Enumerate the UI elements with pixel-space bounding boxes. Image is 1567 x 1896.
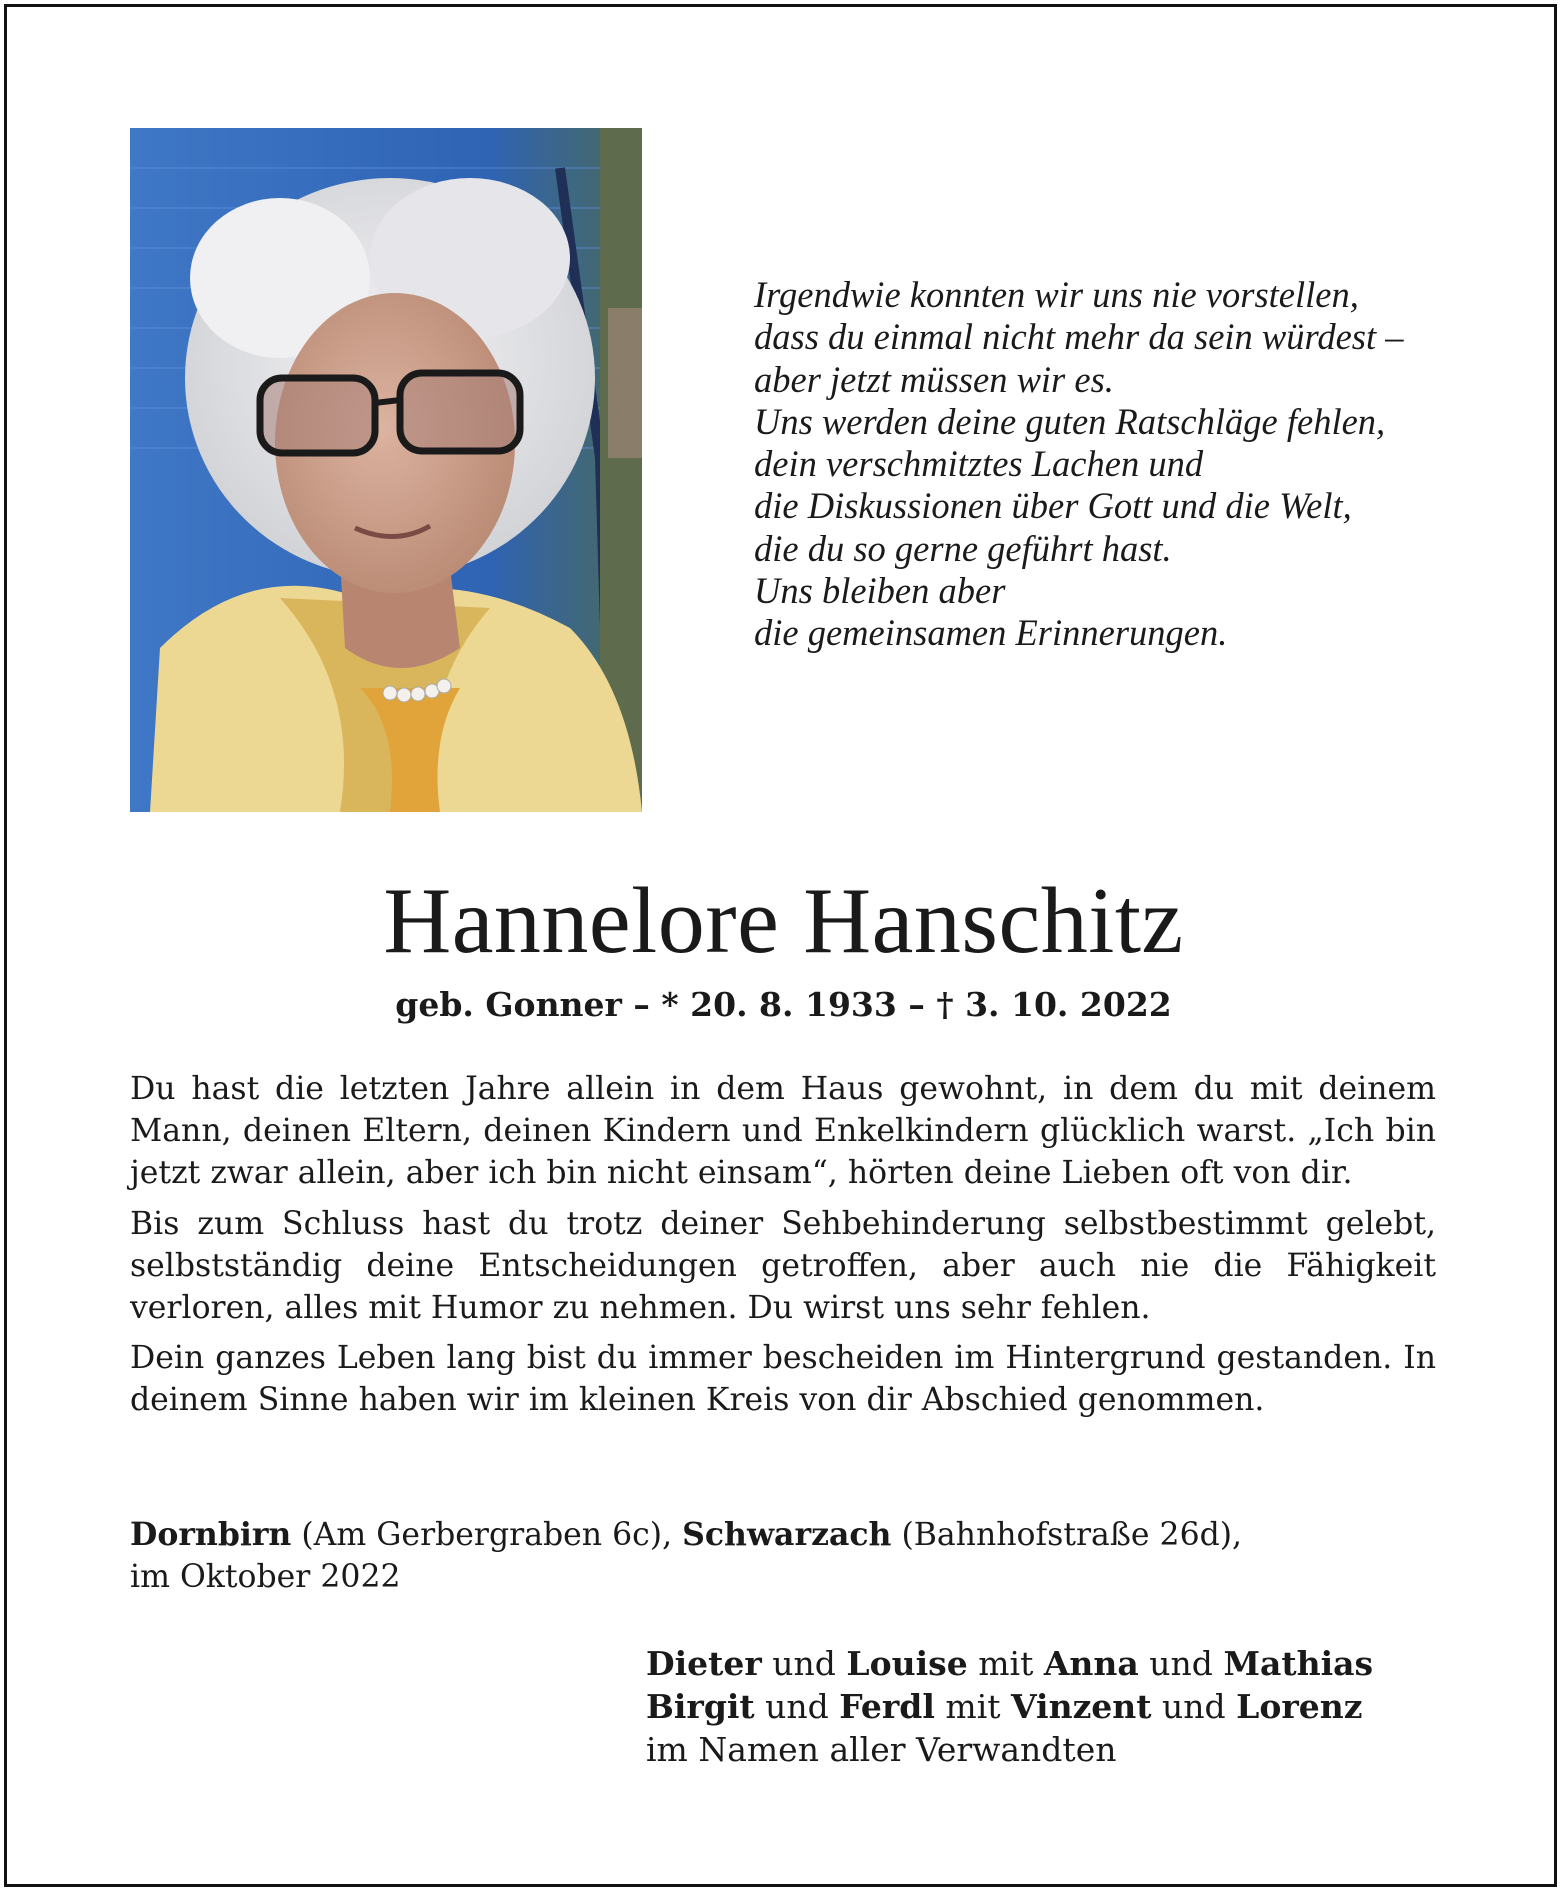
- connector-word: und: [754, 1687, 840, 1726]
- mourner-name: Dieter: [646, 1644, 762, 1683]
- deceased-name: Hannelore Hanschitz: [383, 869, 1184, 973]
- portrait-photo: [130, 128, 642, 812]
- poem-line: die gemeinsamen Erinnerungen.: [754, 612, 1228, 654]
- city-name: Dornbirn: [130, 1516, 292, 1553]
- connector-word: mit: [934, 1687, 1012, 1726]
- connector-word: mit: [967, 1644, 1044, 1683]
- poem-line: dein verschmitztes Lachen und: [754, 443, 1204, 485]
- mourner-name: Birgit: [646, 1687, 755, 1726]
- connector-word: und: [1151, 1687, 1237, 1726]
- mourner-name: Anna: [1043, 1644, 1139, 1683]
- address: (Am Gerbergraben 6c),: [291, 1517, 683, 1553]
- poem-line: dass du einmal nicht mehr da sein würdest –: [754, 316, 1404, 358]
- place-and-date: [130, 1514, 1436, 1598]
- paragraph: Du hast die letzten Jahre allein in dem Haus gewohnt, in dem du mit deinem Mann, deinen Eltern, deinen Kindern und Enkelkindern glücklich warst. „Ich bin jetzt zwar allein, aber ich bin nicht einsam“, hörten deine Lieben oft von dir.: [130, 1071, 1436, 1192]
- month-year: im Oktober 2022: [130, 1559, 401, 1596]
- poem-line: die du so gerne geführt hast.: [754, 527, 1172, 569]
- paragraph: Bis zum Schluss hast du trotz deiner Sehbehinderung selbstbestimmt gelebt, selbstständig deine Entscheidungen getroffen, aber auch nie die Fähigkeit verloren, alles mit Humor zu nehmen. Du wirst uns sehr fehlen.: [130, 1205, 1436, 1327]
- mourner-name: Ferdl: [839, 1687, 935, 1726]
- poem-line: Uns bleiben aber: [754, 570, 1006, 612]
- address: (Bahnhofstraße 26d),: [891, 1517, 1243, 1553]
- signature-line: [646, 1685, 1466, 1728]
- poem-line: die Diskussionen über Gott und die Welt,: [754, 485, 1352, 527]
- poem-line: aber jetzt müssen wir es.: [754, 358, 1114, 400]
- city-name: Schwarzach: [682, 1516, 892, 1553]
- mourner-name: Vinzent: [1011, 1687, 1152, 1726]
- memorial-poem: [754, 274, 1474, 655]
- mourner-name: Louise: [846, 1644, 968, 1683]
- signature-line: im Namen aller Verwandten: [646, 1730, 1117, 1769]
- poem-line: Irgendwie konnten wir uns nie vorstellen,: [754, 274, 1359, 315]
- mourner-name: Lorenz: [1236, 1687, 1363, 1726]
- mourners-signature: [646, 1642, 1466, 1771]
- connector-word: und: [761, 1644, 847, 1683]
- poem-line: Uns werden deine guten Ratschläge fehlen,: [754, 400, 1386, 442]
- signature-line: [646, 1642, 1466, 1685]
- mourner-name: Mathias: [1223, 1644, 1374, 1683]
- paragraph: Dein ganzes Leben lang bist du immer bescheiden im Hintergrund gestanden. In deinem Sinne haben wir im kleinen Kreis von dir Abschied genommen.: [130, 1340, 1436, 1419]
- connector-word: und: [1138, 1644, 1224, 1683]
- obituary-text: [130, 1068, 1436, 1430]
- birth-death-dates: geb. Gonner – * 20. 8. 1933 – † 3. 10. 2022: [395, 985, 1172, 1024]
